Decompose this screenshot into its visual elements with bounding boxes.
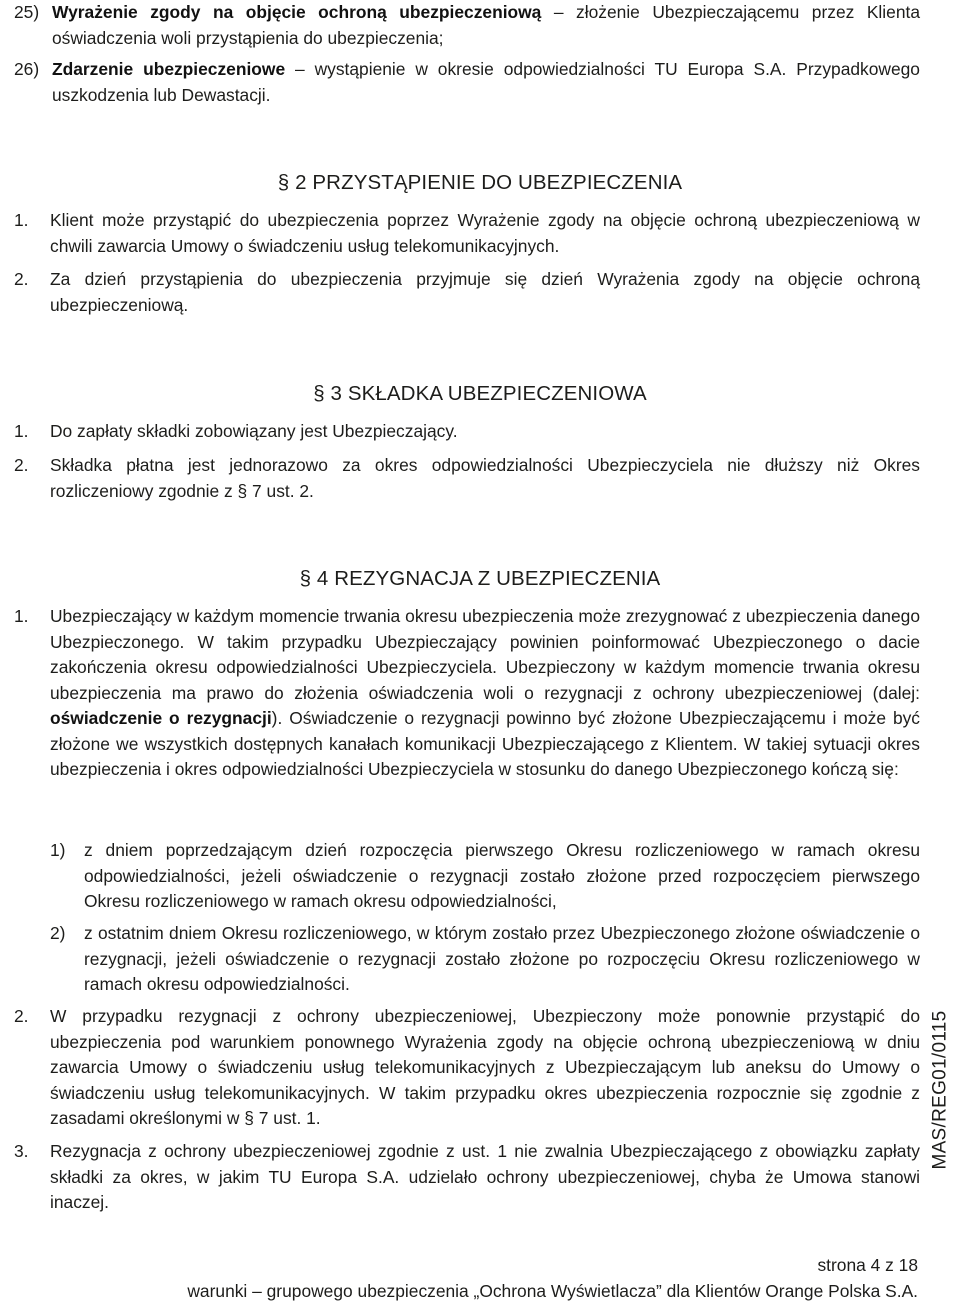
section-4-item-1 <box>14 604 920 783</box>
page-number: strona 4 z 18 <box>817 1255 918 1275</box>
definition-26 <box>14 57 920 108</box>
footer-title: warunki – grupowego ubezpieczenia „Ochrona Wyświetlacza” dla Klientów Orange Polska S.A. <box>187 1281 918 1301</box>
section-2-item-2 <box>14 267 920 318</box>
subitem-number: 2) <box>50 923 66 943</box>
item-text: Klient może przystąpić do ubezpieczenia poprzez Wyrażenie zgody na objęcie ochroną ubezpieczeniową w chwili zawarcia Umowy o świadczeniu usług telekomunikacyjnych. <box>50 210 920 256</box>
definition-term: Zdarzenie ubezpieczeniowe <box>52 59 286 79</box>
section-3-heading: § 3 SKŁADKA UBEZPIECZENIOWA <box>313 382 647 405</box>
document-code-text: MAS/REG01/0115 <box>929 1010 951 1170</box>
bold-term: oświadczenie o rezygnacji <box>50 708 272 728</box>
item-text: Ubezpieczający w każdym momencie trwania okresu ubezpieczenia może zrezygnować z ubezpieczenia danego Ubezpieczonego. W takim przypadku Ubezpieczający powinien poinformować Ubezpieczonego o dacie zakończenia okresu odpowiedzialności Ubezpieczyciela. Ubezpieczony w każdym momencie trwania okresu ubezpieczenia ma prawo do złożenia oświadczenia woli o rezygnacji z ochrony ubezpieczeniowej (dalej: oświadczenie o rezygnacji). Oświadczenie o rezygnacji powinno być złożone Ubezpieczającemu i może być złożone we wszystkich dostępnych kanałach komunikacji Ubezpieczającego z Klientem. W takiej sytuacji okres ubezpieczenia i okres odpowiedzialności Ubezpieczyciela w stosunku do danego Ubezpieczonego kończą się: <box>50 606 921 779</box>
section-4-item-3 <box>14 1139 920 1216</box>
definition-text: Zdarzenie ubezpieczeniowe – wystąpienie w okresie odpowiedzialności TU Europa S.A. Przypadkowego uszkodzenia lub Dewastacji. <box>52 59 920 105</box>
item-text: Do zapłaty składki zobowiązany jest Ubezpieczający. <box>50 421 458 441</box>
item-number: 2. <box>14 269 29 289</box>
item-number: 3. <box>14 1141 29 1161</box>
section-3-item-2 <box>14 453 920 504</box>
definition-number: 26) <box>14 59 40 79</box>
item-text: W przypadku rezygnacji z ochrony ubezpieczeniowej, Ubezpieczony może ponownie przystąpić do ubezpieczenia pod warunkiem ponownego Wyrażenia zgody na objęcie ochroną ubezpieczeniową w dniu zawarcia Umowy o świadczeniu usług telekomunikacyjnych z Ubezpieczającym lub aneksu do Umowy o świadczeniu usług telekomunikacyjnych. W takim przypadku okres ubezpieczenia rozpocznie się zgodnie z zasadami określonymi w § 7 ust. 1. <box>50 1006 920 1128</box>
definition-25 <box>14 0 920 51</box>
definition-text: Wyrażenie zgody na objęcie ochroną ubezpieczeniową – złożenie Ubezpieczającemu przez Klienta oświadczenia woli przystąpienia do ubezpieczenia; <box>52 2 920 48</box>
item-number: 2. <box>14 455 29 475</box>
item-text: Składka płatna jest jednorazowo za okres odpowiedzialności Ubezpieczyciela nie dłuższy niż Okres rozliczeniowy zgodnie z § 7 ust. 2. <box>50 455 920 501</box>
section-2-heading: § 2 PRZYSTĄPIENIE DO UBEZPIECZENIA <box>277 171 683 194</box>
item-number: 2. <box>14 1006 29 1026</box>
item-number: 1. <box>14 421 29 441</box>
definition-term: Wyrażenie zgody na objęcie ochroną ubezpieczeniową <box>52 2 542 22</box>
section-4-subitem-2 <box>50 921 920 998</box>
item-number: 1. <box>14 606 29 626</box>
definition-number: 25) <box>14 2 40 22</box>
section-3-item-1 <box>14 419 920 445</box>
subitem-number: 1) <box>50 840 66 860</box>
section-4-subitem-1 <box>50 838 920 915</box>
section-4-item-2 <box>14 1004 920 1132</box>
document-code <box>923 1005 957 1175</box>
item-text: Rezygnacja z ochrony ubezpieczeniowej zgodnie z ust. 1 nie zwalnia Ubezpieczającego z obowiązku zapłaty składki za okres, w jakim TU Europa S.A. udzielało ochrony ubezpieczeniowej, chyba że Umowa stanowi inaczej. <box>50 1141 920 1212</box>
subitem-text: z dniem poprzedzającym dzień rozpoczęcia pierwszego Okresu rozliczeniowego w ramach okresu odpowiedzialności, jeżeli oświadczenie o rezygnacji zostało złożone przed rozpoczęciem pierwszego Okresu rozliczeniowego w ramach okresu odpowiedzialności, <box>84 840 920 911</box>
item-text: Za dzień przystąpienia do ubezpieczenia przyjmuje się dzień Wyrażenia zgody na objęcie ochroną ubezpieczeniową. <box>50 269 920 315</box>
subitem-text: z ostatnim dniem Okresu rozliczeniowego, w którym zostało przez Ubezpieczonego złożone oświadczenie o rezygnacji, jeżeli oświadczenie o rezygnacji zostało złożone po rozpoczęciu Okresu rozliczeniowego w ramach okresu odpowiedzialności. <box>84 923 920 994</box>
section-2-item-1 <box>14 208 920 259</box>
item-number: 1. <box>14 210 29 230</box>
section-4-heading: § 4 REZYGNACJA Z UBEZPIECZENIA <box>299 567 661 590</box>
